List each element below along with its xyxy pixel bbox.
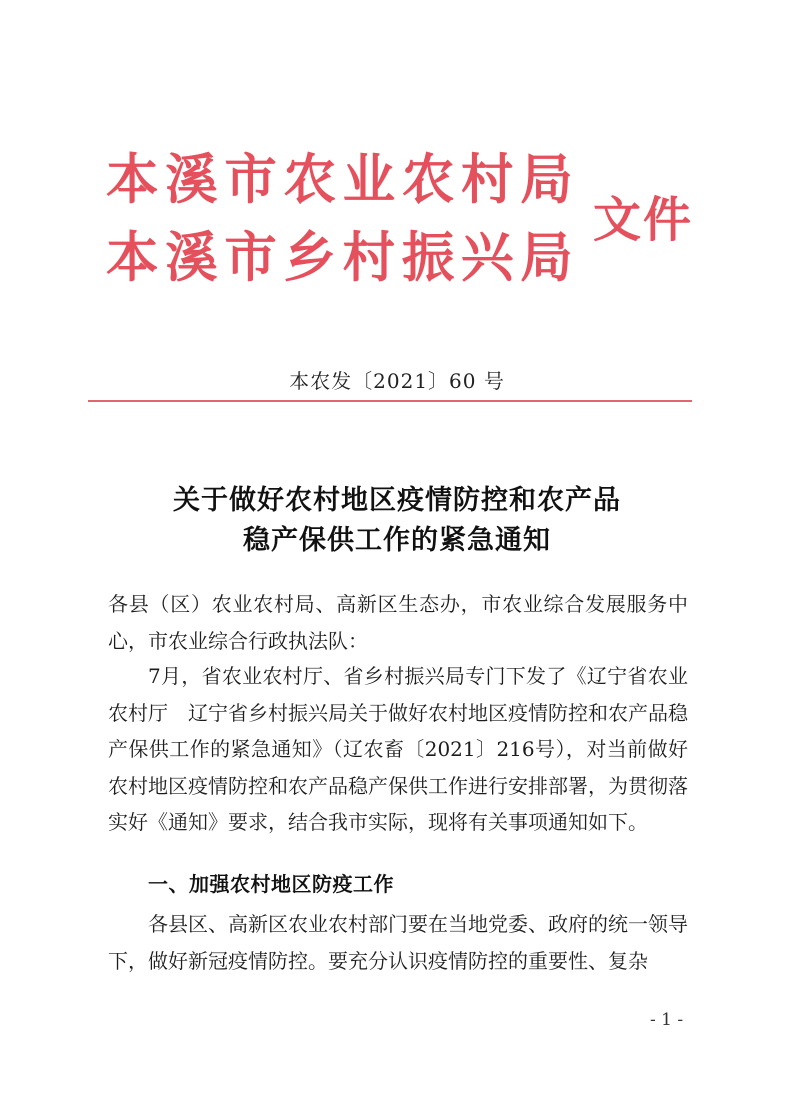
paragraph-2: 各县区、高新区农业农村部门要在当地党委、政府的统一领导下，做好新冠疫情防控。要充分认识疫情防控的重要性、复杂 [108, 912, 688, 973]
page-number: - 1 - [650, 1010, 684, 1030]
issuer-header [106, 138, 706, 298]
issuer-line-2: 本溪市乡村振兴局 [106, 226, 580, 289]
paragraph-1: 7月，省农业农村厅、省乡村振兴局专门下发了《辽宁省农业农村厅 辽宁省乡村振兴局关于做好农村地区疫情防控和农产品稳产保供工作的紧急通知》（辽农畜〔2021〕216号），对当前做好农村地区疫情防控和农产品稳产保供工作进行安排部署，为贯彻落实好《通知》要求，结合我市实际，现将有关事项通知如下。 [108, 664, 688, 834]
document-number: 本农发〔2021〕60 号 [289, 369, 505, 393]
red-divider-line [88, 400, 692, 402]
issuer-suffix: 文件 [593, 192, 694, 248]
section-1-heading: 一、加强农村地区防疫工作 [148, 872, 394, 896]
issuer-line-1: 本溪市农业农村局 [106, 148, 580, 211]
addressee: 各县（区）农业农村局、高新区生态办，市农业综合发展服务中心，市农业综合行政执法队： [108, 592, 688, 653]
document-title-line-1: 关于做好农村地区疫情防控和农产品 [173, 485, 621, 516]
document-title-line-2: 稳产保供工作的紧急通知 [243, 525, 551, 556]
